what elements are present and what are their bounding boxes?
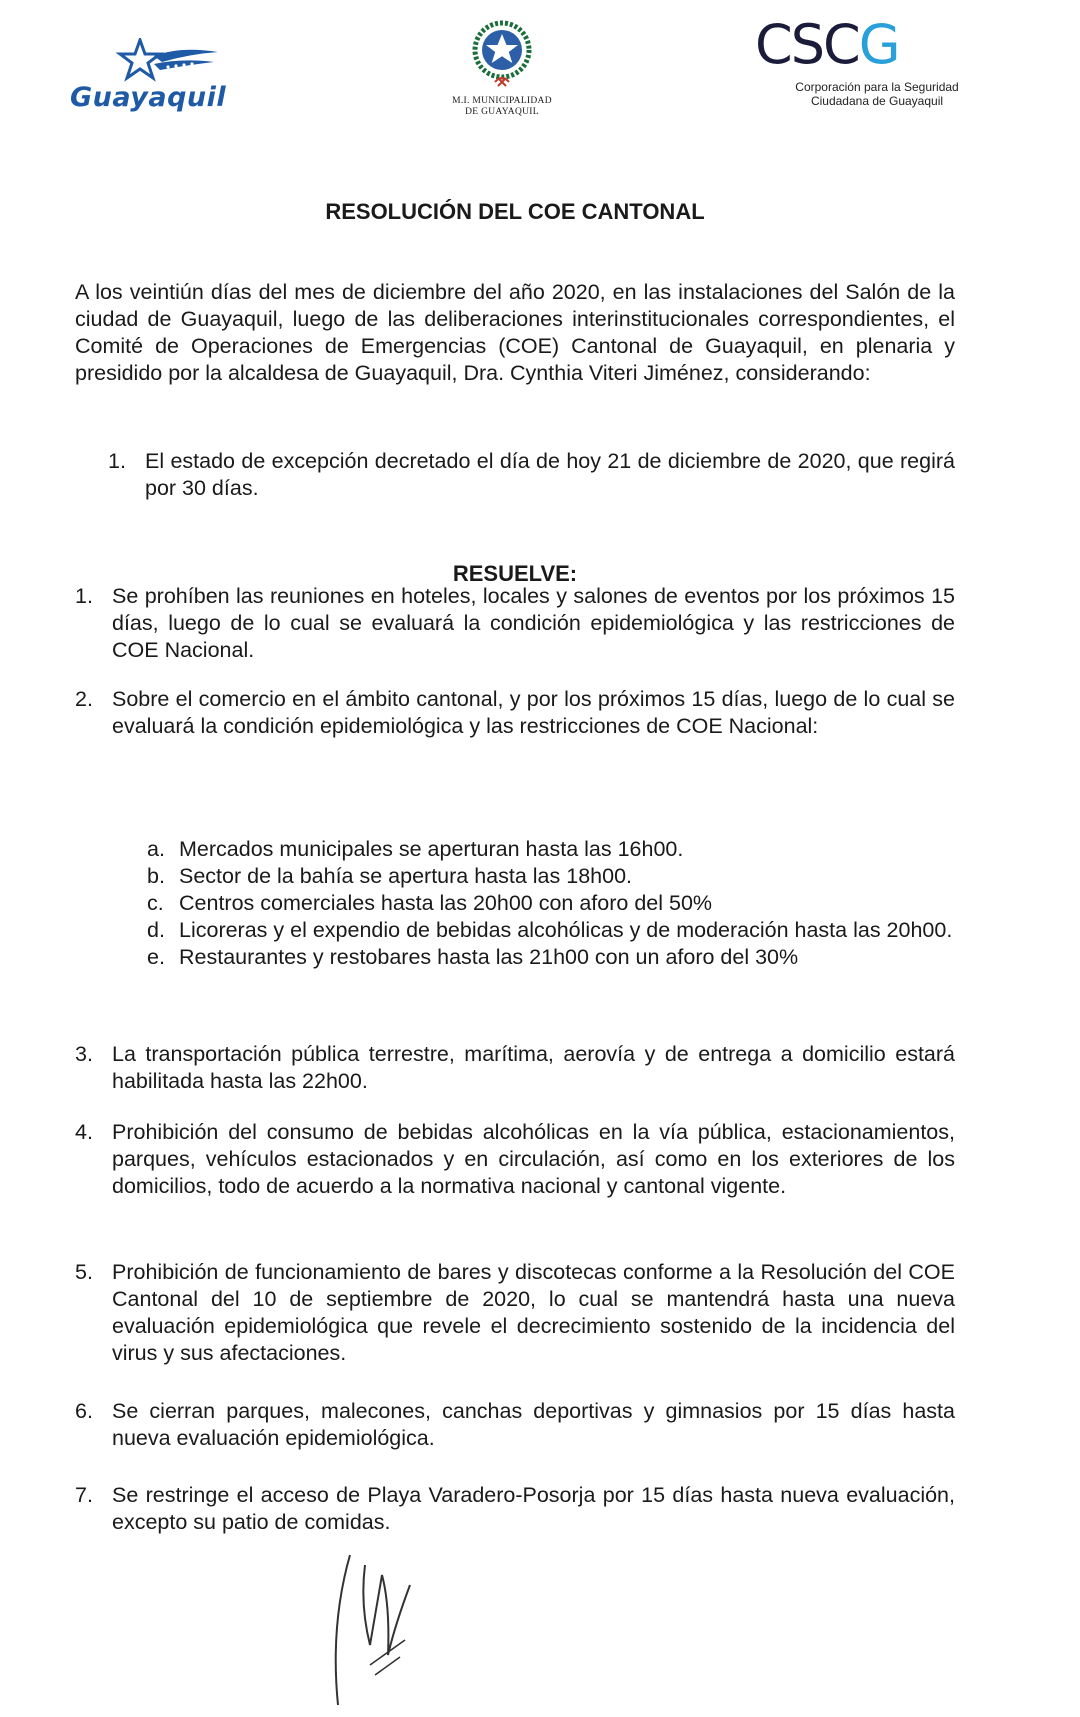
- guayaquil-logo: [70, 38, 235, 118]
- seal-star-icon: [462, 16, 542, 96]
- subitem-text: Mercados municipales se aperturan hasta las 16h00.: [179, 837, 684, 861]
- subitem-text: Restaurantes y restobares hasta las 21h00 con un aforo del 30%: [179, 945, 799, 969]
- handwritten-signature: [320, 1545, 440, 1710]
- seal-line-2: DE GUAYAQUIL: [465, 107, 539, 117]
- commerce-sublist: [147, 836, 955, 971]
- item-number: 7.: [75, 1483, 93, 1507]
- item-number: 1.: [75, 584, 93, 608]
- cscg-subtitle: [755, 80, 967, 108]
- subitem-text: Licoreras y el expendio de bebidas alcohólicas y de moderación hasta las 20h00.: [179, 918, 953, 942]
- cscg-subtitle-line-1: Corporación para la Seguridad: [795, 80, 959, 94]
- guayaquil-wordmark: Guayaquil: [70, 82, 227, 113]
- subitem-e: [147, 944, 955, 971]
- subitem-a: [147, 836, 955, 863]
- subitem-letter: e.: [147, 945, 165, 969]
- subitem-c: [147, 890, 955, 917]
- seal-line-1: M.I. MUNICIPALIDAD: [452, 96, 552, 106]
- item-text: Se restringe el acceso de Playa Varadero-Posorja por 15 días hasta nueva evaluación, excepto su patio de comidas.: [112, 1483, 955, 1534]
- star-wing-icon: [110, 38, 220, 83]
- item-number: 5.: [75, 1260, 93, 1284]
- subitem-text: Centros comerciales hasta las 20h00 con aforo del 50%: [179, 891, 713, 915]
- document-title: RESOLUCIÓN DEL COE CANTONAL: [325, 199, 705, 224]
- subitem-letter: a.: [147, 837, 165, 861]
- subitem-text: Sector de la bahía se apertura hasta las 18h00.: [179, 864, 633, 888]
- subitem-letter: d.: [147, 918, 165, 942]
- subitem-letter: c.: [147, 891, 164, 915]
- letterhead: [0, 0, 1080, 135]
- item-number: 4.: [75, 1120, 93, 1144]
- item-text: Prohibición del consumo de bebidas alcohólicas en la vía pública, estacionamientos, parques, vehículos estacionados y en circulación, así como en los exteriores de los domicilios, todo de acuerdo a la normativa nacional y cantonal vigente.: [112, 1120, 955, 1198]
- subitem-b: [147, 863, 955, 890]
- item-number: 2.: [75, 687, 93, 711]
- item-text: Se prohíben las reuniones en hoteles, locales y salones de eventos por los próximos 15 días, luego de lo cual se evaluará la condición epidemiológica y las restricciones de COE Nacional.: [112, 584, 955, 662]
- subitem-d: [147, 917, 955, 944]
- cscg-logo: [755, 13, 959, 118]
- item-text: La transportación pública terrestre, marítima, aerovía y de entrega a domicilio estará habilitada hasta las 22h00.: [112, 1042, 955, 1093]
- item-number: 6.: [75, 1399, 93, 1423]
- item-text: Sobre el comercio en el ámbito cantonal, y por los próximos 15 días, luego de lo cual se evaluará la condición epidemiológica y las restricciones de COE Nacional:: [112, 687, 955, 738]
- item-text: Se cierran parques, malecones, canchas deportivas y gimnasios por 15 días hasta nueva evaluación epidemiológica.: [112, 1399, 955, 1450]
- subitem-letter: b.: [147, 864, 165, 888]
- item-number: 3.: [75, 1042, 93, 1066]
- intro-paragraph: A los veintiún días del mes de diciembre del año 2020, en las instalaciones del Salón de la ciudad de Guayaquil, luego de las deliberaciones interinstitucionales correspondientes, el Comité de Operaciones de Emergencias (COE) Cantonal de Guayaquil, en plenaria y presidido por la alcaldesa de Guayaquil, Dra. Cynthia Viteri Jiménez, considerando:: [75, 280, 955, 385]
- item-text: Prohibición de funcionamiento de bares y discotecas conforme a la Resolución del COE Cantonal del 10 de septiembre de 2020, lo cual se mantendrá hasta una nueva evaluación epidemiológica que revele el decrecimiento sostenido de la incidencia del virus y sus afectaciones.: [112, 1260, 955, 1365]
- considering-text: El estado de excepción decretado el día de hoy 21 de diciembre de 2020, que regirá por 30 días.: [145, 449, 955, 500]
- cscg-mark: CSCG: [755, 13, 899, 76]
- municipal-seal: [437, 16, 567, 128]
- resolves-heading: RESUELVE:: [452, 561, 578, 586]
- cscg-subtitle-line-2: Ciudadana de Guayaquil: [810, 94, 944, 108]
- considering-number: 1.: [108, 449, 126, 473]
